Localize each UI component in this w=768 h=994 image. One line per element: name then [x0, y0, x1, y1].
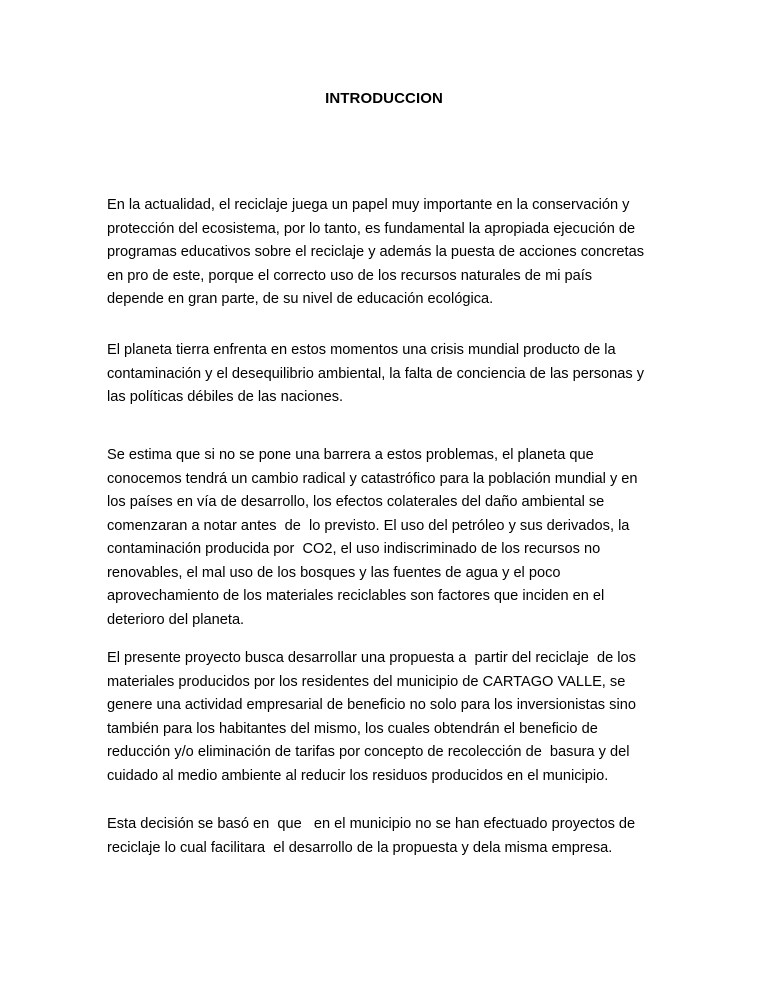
page-title: INTRODUCCION	[325, 90, 443, 107]
paragraph-1: En la actualidad, el reciclaje juega un papel muy importante en la conservación y protección del ecosistema, por lo tanto, es fundamental la apropiada ejecución de programas educativos sobre el reciclaje y además la puesta de acciones concretas en pro de este, porque el correcto uso de los recursos naturales de mi país depende en gran parte, de su nivel de educación ecológica.	[107, 197, 645, 307]
paragraph-5: Esta decisión se basó en que en el municipio no se han efectuado proyectos de reciclaje lo cual facilitara el desarrollo de la propuesta y dela misma empresa.	[107, 816, 636, 856]
paragraph-4: El presente proyecto busca desarrollar una propuesta a partir del reciclaje de los materiales producidos por los residentes del municipio de CARTAGO VALLE, se genere una actividad empresarial de beneficio no solo para los inversionistas sino también para los habitantes del mismo, los cuales obtendrán el beneficio de reducción y/o eliminación de tarifas por concepto de recolección de basura y del cuidado al medio ambiente al reducir los residuos producidos en el municipio.	[107, 650, 636, 784]
paragraph-3: Se estima que si no se pone una barrera a estos problemas, el planeta que conocemos tendrá un cambio radical y catastrófico para la población mundial y en los países en vía de desarrollo, los efectos colaterales del daño ambiental se comenzaran a notar antes de lo previsto. El uso del petróleo y sus derivados, la contaminación producida por CO2, el uso indiscriminado de los recursos no renovables, el mal uso de los bosques y las fuentes de agua y el poco aprovechamiento de los materiales reciclables son factores que inciden en el deterioro del planeta.	[107, 447, 638, 628]
paragraph-2: El planeta tierra enfrenta en estos momentos una crisis mundial producto de la contaminación y el desequilibrio ambiental, la falta de conciencia de las personas y las políticas débiles de las naciones.	[107, 342, 645, 405]
